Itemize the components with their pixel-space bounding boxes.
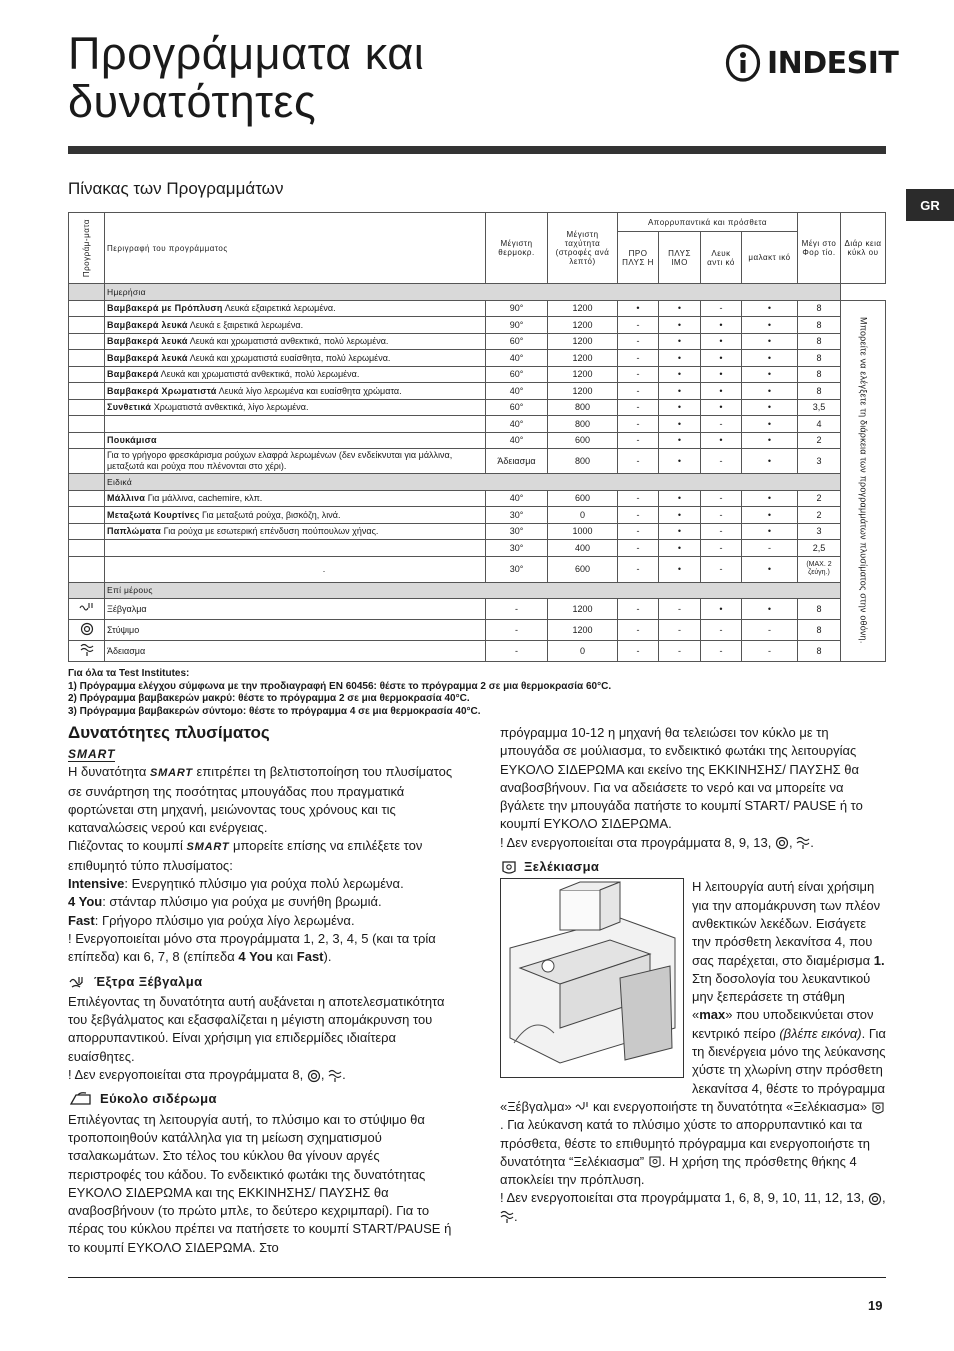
wash-mark: - xyxy=(659,641,701,662)
program-number xyxy=(69,490,105,507)
softener-mark: • xyxy=(742,333,798,350)
max-speed: 800 xyxy=(548,399,618,416)
bleach-mark: - xyxy=(701,523,742,540)
program-table xyxy=(68,212,886,662)
footer-rule xyxy=(68,1277,886,1278)
program-description: Μάλλινα Για μάλλινα, cachemire, κλπ. xyxy=(105,490,486,507)
program-description xyxy=(105,540,486,557)
program-number xyxy=(69,507,105,524)
col-max-load: Μέγι στο Φορ τίο. xyxy=(798,213,841,284)
softener-mark: • xyxy=(742,523,798,540)
max-load: 8 xyxy=(798,641,841,662)
page-number: 19 xyxy=(868,1298,883,1313)
wash-mark: • xyxy=(659,350,701,367)
max-load: 8 xyxy=(798,383,841,400)
max-speed: 0 xyxy=(548,641,618,662)
prewash-mark: - xyxy=(618,449,659,474)
max-speed: 400 xyxy=(548,540,618,557)
col-description: Περιγραφή του προγράμματος xyxy=(105,213,486,284)
header-rule xyxy=(68,146,886,154)
max-temp: Άδειασμα xyxy=(486,449,548,474)
language-tab[interactable]: GR xyxy=(906,189,954,221)
col-max-temp: Μέγιστη θερμοκρ. xyxy=(486,213,548,284)
option-intensive: Intensive: Ενεργητικό πλύσιμο για ρούχα πολύ λερωμένα. xyxy=(68,876,404,892)
bleach-mark: • xyxy=(701,350,742,367)
max-speed: 1200 xyxy=(548,333,618,350)
wash-mark: • xyxy=(659,333,701,350)
col-wash: ΠΛΥΣ ΙΜΟ xyxy=(659,232,701,284)
program-number xyxy=(69,399,105,416)
program-number xyxy=(69,540,105,557)
program-description: Άδειασμα xyxy=(105,641,486,662)
prewash-mark: - xyxy=(618,317,659,334)
program-number xyxy=(69,523,105,540)
prewash-mark: - xyxy=(618,523,659,540)
max-load: 2,5 xyxy=(798,540,841,557)
max-speed: 600 xyxy=(548,556,618,582)
max-temp: 40° xyxy=(486,383,548,400)
softener-mark: • xyxy=(742,366,798,383)
max-temp: 60° xyxy=(486,366,548,383)
section-label: Επί μέρους xyxy=(105,582,841,599)
program-number xyxy=(69,366,105,383)
prewash-mark: - xyxy=(618,333,659,350)
prewash-mark: - xyxy=(618,383,659,400)
max-temp: 40° xyxy=(486,490,548,507)
easy-iron-heading: Εύκολο σιδέρωμα xyxy=(68,1090,456,1108)
brand-logo xyxy=(725,44,898,82)
col-program: Προγράμ-ματα xyxy=(69,213,105,284)
section-spacer xyxy=(69,474,105,491)
max-speed: 1200 xyxy=(548,350,618,367)
softener-mark: • xyxy=(742,599,798,620)
drain-icon xyxy=(500,1210,514,1224)
max-temp: 30° xyxy=(486,540,548,557)
col-duration: Διάρ κεια κύκλ ου xyxy=(841,213,886,284)
bleach-mark: - xyxy=(701,449,742,474)
softener-mark: - xyxy=(742,620,798,641)
program-row[interactable] xyxy=(69,350,886,367)
bleach-mark: - xyxy=(701,620,742,641)
bleach-mark: - xyxy=(701,490,742,507)
max-temp: 30° xyxy=(486,556,548,582)
program-number xyxy=(69,641,105,662)
program-description: Για το γρήγορο φρεσκάρισμα ρούχων ελαφρά λερωμένων (δεν ενδείκνυται για μάλλινα, μεταξωτά και ρούχα που πλένονται στο χέρι). xyxy=(105,449,486,474)
softener-mark: • xyxy=(742,399,798,416)
prewash-mark: - xyxy=(618,540,659,557)
indesit-logo-icon xyxy=(725,44,761,82)
softener-mark: • xyxy=(742,350,798,367)
wash-mark: • xyxy=(659,383,701,400)
section-row xyxy=(69,582,886,599)
max-load: (MAX. 2 ζεύγη.) xyxy=(798,556,841,582)
stain-removal-icon xyxy=(500,859,518,875)
program-number xyxy=(69,432,105,449)
note-line: 1) Πρόγραμμα ελέγχου σύμφωνα με την προδιαγραφή EN 60456: θέστε το πρόγραμμα 2 σε μια θερμοκρασία 60°C. xyxy=(68,680,612,692)
prewash-mark: - xyxy=(618,350,659,367)
program-description: Συνθετικά Χρωματιστά ανθεκτικά, λίγο λερωμένα. xyxy=(105,399,486,416)
max-load: 4 xyxy=(798,416,841,433)
max-load: 8 xyxy=(798,599,841,620)
max-temp: 60° xyxy=(486,333,548,350)
prewash-mark: - xyxy=(618,366,659,383)
test-institutes-notes xyxy=(68,668,611,718)
spin-icon xyxy=(80,622,94,636)
note-line: 3) Πρόγραμμα βαμβακερών σύντομο: θέστε το πρόγραμμα 4 σε μια θερμοκρασία 40°C. xyxy=(68,705,481,717)
bleach-mark: • xyxy=(701,599,742,620)
drain-icon xyxy=(796,836,810,850)
max-load: 8 xyxy=(798,350,841,367)
program-description: Βαμβακερά λευκά Λευκά ε ξαιρετικά λερωμένα. xyxy=(105,317,486,334)
detergent-drawer-illustration xyxy=(500,878,684,1078)
program-description xyxy=(105,416,486,433)
bleach-mark: - xyxy=(701,416,742,433)
program-row[interactable] xyxy=(69,366,886,383)
program-description: . xyxy=(105,556,486,582)
drain-icon xyxy=(80,643,94,657)
softener-mark: • xyxy=(742,383,798,400)
softener-mark: • xyxy=(742,507,798,524)
program-row[interactable] xyxy=(69,599,886,620)
prewash-mark: - xyxy=(618,416,659,433)
program-number xyxy=(69,350,105,367)
page-title: Προγράμματα και δυνατότητες xyxy=(68,28,425,127)
program-row[interactable] xyxy=(69,507,886,524)
iron-icon xyxy=(68,1091,94,1107)
bleach-mark: • xyxy=(701,333,742,350)
program-description: Παπλώματα Για ρούχα με εσωτερική επένδυση πούπουλων χήνας. xyxy=(105,523,486,540)
max-temp: 90° xyxy=(486,300,548,317)
max-speed: 0 xyxy=(548,507,618,524)
max-load: 3 xyxy=(798,449,841,474)
easy-iron-warning: ! Δεν ενεργοποιείται στα προγράμματα 8, 9, 13, , . xyxy=(500,834,814,850)
bleach-mark: - xyxy=(701,540,742,557)
max-speed: 1200 xyxy=(548,620,618,641)
program-description: Πουκάμισα xyxy=(105,432,486,449)
option-fast: Fast: Γρήγορο πλύσιμο για ρούχα λίγο λερωμένα. xyxy=(68,912,355,928)
program-row[interactable] xyxy=(69,300,886,317)
prewash-mark: - xyxy=(618,620,659,641)
max-speed: 1200 xyxy=(548,366,618,383)
program-row[interactable] xyxy=(69,449,886,474)
stain-removal-icon xyxy=(648,1155,662,1169)
max-load: 2 xyxy=(798,490,841,507)
prewash-mark: - xyxy=(618,432,659,449)
program-number xyxy=(69,383,105,400)
softener-mark: • xyxy=(742,490,798,507)
bleach-mark: • xyxy=(701,366,742,383)
wash-mark: • xyxy=(659,366,701,383)
softener-mark: • xyxy=(742,416,798,433)
program-number xyxy=(69,300,105,317)
col-bleach: Λευκ αντι κό xyxy=(701,232,742,284)
program-row[interactable] xyxy=(69,540,886,557)
extra-rinse-heading: Έξτρα Ξέβγαλμα xyxy=(68,973,456,991)
max-speed: 1200 xyxy=(548,300,618,317)
wash-mark: - xyxy=(659,620,701,641)
section-label: Ειδικά xyxy=(105,474,841,491)
program-number xyxy=(69,317,105,334)
max-speed: 1200 xyxy=(548,599,618,620)
program-number xyxy=(69,449,105,474)
max-load: 8 xyxy=(798,366,841,383)
col-max-speed: Μέγιστη ταχύτητα (στροφές ανά λεπτό) xyxy=(548,213,618,284)
max-temp: 60° xyxy=(486,399,548,416)
max-load: 8 xyxy=(798,620,841,641)
extra-rinse-body: Επιλέγοντας τη δυνατότητα αυτή αυξάνεται η αποτελεσματικότητα του ξεβγάλματος και εξασφαλίζεται η μέγιστη απομάκρυνση του απορρυπαντικού. Είναι χρήσιμη για επιδερμίδες ιδιαίτερα ευαίσθητες. xyxy=(68,993,445,1064)
extra-rinse-icon xyxy=(68,975,88,989)
section-spacer xyxy=(69,284,105,301)
bleach-mark: • xyxy=(701,399,742,416)
wash-mark: • xyxy=(659,507,701,524)
bleach-mark: - xyxy=(701,507,742,524)
wash-mark: • xyxy=(659,490,701,507)
col-detergents: Απορρυπαντικά και πρόσθετα xyxy=(618,213,798,232)
wash-mark: • xyxy=(659,317,701,334)
wash-mark: • xyxy=(659,399,701,416)
wash-mark: • xyxy=(659,432,701,449)
max-load: 2 xyxy=(798,507,841,524)
program-row[interactable] xyxy=(69,432,886,449)
spin-icon xyxy=(868,1192,882,1206)
max-load: 8 xyxy=(798,333,841,350)
program-row[interactable] xyxy=(69,399,886,416)
max-temp: 30° xyxy=(486,507,548,524)
softener-mark: • xyxy=(742,300,798,317)
prewash-mark: - xyxy=(618,507,659,524)
easy-iron-body: Επιλέγοντας τη λειτουργία αυτή, το πλύσιμο και το στύψιμο θα τροποποιηθούν κατάλληλα για τη μείωση σχηματισμού τσαλακωμάτων. Στο τέλος του κύκλου θα γίνουν αργές περιστροφές του κάδου. Το ενδεικτικό φωτάκι της δυνατότητας ΕΥΚΟΛΟ ΣΙΔΕΡΩΜΑ και της ΕΚΚΙΝΗΣΗΣ/ ΠΑΥΣΗΣ θα αναβοσβήνουν (το πρώτο μπλε, το δεύτερο κεχριμπαρί). Για το πέρας του κύκλου πρέπει να πατήσετε το κουμπί START/PAUSE ή το κουμπί ΕΥΚΟΛΟ ΣΙΔΕΡΩΜΑ. Στο xyxy=(68,1111,452,1255)
bleach-mark: • xyxy=(701,383,742,400)
option-4you: 4 You: στάνταρ πλύσιμο για ρούχα με συνήθη βρωμιά. xyxy=(68,894,382,910)
softener-mark: • xyxy=(742,449,798,474)
col-prewash: ΠΡΟ ΠΛΥΣ Η xyxy=(618,232,659,284)
wash-options-heading: Δυνατότητες πλυσίματος xyxy=(68,723,270,742)
program-description: Στύψιμο xyxy=(105,620,486,641)
program-description: Βαμβακερά λευκά Λευκά και χρωματιστά ευαίσθητα, πολύ λερωμένα. xyxy=(105,350,486,367)
right-column xyxy=(500,724,888,1226)
max-temp: 40° xyxy=(486,432,548,449)
program-row[interactable] xyxy=(69,416,886,433)
bleach-mark: - xyxy=(701,641,742,662)
max-temp: - xyxy=(486,620,548,641)
max-temp: - xyxy=(486,599,548,620)
extra-rinse-warning: ! Δεν ενεργοποιείται στα προγράμματα 8, , . xyxy=(68,1067,346,1083)
wash-mark: • xyxy=(659,416,701,433)
stain-removal-icon xyxy=(871,1101,885,1115)
rinse-icon xyxy=(79,602,95,615)
max-load: 3 xyxy=(798,523,841,540)
max-temp: 90° xyxy=(486,317,548,334)
drain-icon xyxy=(328,1069,342,1083)
program-number xyxy=(69,556,105,582)
spin-icon xyxy=(307,1069,321,1083)
max-temp: 40° xyxy=(486,350,548,367)
smart-warning: ! Ενεργοποιείται μόνο στα προγράμματα 1, 2, 3, 4, 5 (και τα τρία επίπεδα) και 6, 7, 8 (επίπεδα 4 You και Fast). xyxy=(68,930,436,965)
wash-mark: • xyxy=(659,540,701,557)
left-column xyxy=(68,722,456,1257)
section-spacer xyxy=(69,582,105,599)
prewash-mark: - xyxy=(618,490,659,507)
bleach-mark: • xyxy=(701,432,742,449)
program-row[interactable] xyxy=(69,490,886,507)
smart-label: SMART xyxy=(68,747,116,761)
max-speed: 800 xyxy=(548,449,618,474)
softener-mark: - xyxy=(742,540,798,557)
program-number xyxy=(69,416,105,433)
max-speed: 600 xyxy=(548,490,618,507)
max-speed: 800 xyxy=(548,416,618,433)
note-line: Για όλα τα Test Institutes: xyxy=(68,668,190,679)
program-row[interactable] xyxy=(69,641,886,662)
section-row xyxy=(69,474,886,491)
col-softener: μαλακτ ικό xyxy=(742,232,798,284)
max-load: 8 xyxy=(798,317,841,334)
program-row[interactable] xyxy=(69,620,886,641)
note-line: 2) Πρόγραμμα βαμβακερών μακρύ: θέστε το πρόγραμμα 2 σε μια θερμοκρασία 40°C. xyxy=(68,693,470,704)
program-row[interactable] xyxy=(69,317,886,334)
stain-removal-warning: ! Δεν ενεργοποιείται στα προγράμματα 1, 6, 8, 9, 10, 11, 12, 13, , . xyxy=(500,1190,886,1224)
bleach-mark: - xyxy=(701,300,742,317)
program-number xyxy=(69,599,105,620)
rinse-icon xyxy=(575,1101,589,1114)
program-row[interactable] xyxy=(69,556,886,582)
section-label: Ημερήσια xyxy=(105,284,841,301)
duration-note: Μπορείτε να ελέγξετε τη διάρκεια των προγραμμάτων πλυσίματος στην οθόνη. xyxy=(841,300,886,662)
smart-paragraph: Η δυνατότητα SMART επιτρέπει τη βελτιστοποίηση του πλυσίματος σε συνάρτηση της ποσότητας μπουγάδας που πραγματικά φορτώνεται στη μηχανή, μειώνοντας τους χρόνους και τις καταναλώσεις νερού και ενέργειας. xyxy=(68,764,453,836)
wash-mark: • xyxy=(659,300,701,317)
smart-button-paragraph: Πιέζοντας το κουμπί SMART μπορείτε επίσης να επιλέξετε τον επιθυμητό τύπο πλυσίματος: xyxy=(68,838,423,873)
max-speed: 1000 xyxy=(548,523,618,540)
program-row[interactable] xyxy=(69,333,886,350)
wash-mark: • xyxy=(659,523,701,540)
easy-iron-continued: πρόγραμμα 10-12 η μηχανή θα τελειώσει τον κύκλο με τη μπουγάδα σε μούλιασμα, το ενδεικτικό φωτάκι της λειτουργίας ΕΥΚΟΛΟ ΣΙΔΕΡΩΜΑ και εκείνο της ΕΚΚΙΝΗΣΗΣ/ ΠΑΥΣΗΣ θα αναβοσβήνουν. Για να αδειάσετε το νερό και να μπορείτε να βγάλετε την μπουγάδα πατήστε το κουμπί START/ PAUSE ή το κουμπί ΕΥΚΟΛΟ ΣΙΔΕΡΩΜΑ. xyxy=(500,725,863,832)
program-row[interactable] xyxy=(69,523,886,540)
program-number xyxy=(69,333,105,350)
prewash-mark: - xyxy=(618,399,659,416)
max-load: 3,5 xyxy=(798,399,841,416)
bleach-mark: • xyxy=(701,317,742,334)
program-description: Μεταξωτά Κουρτίνες Για μεταξωτά ρούχα, βισκόζη, λινά. xyxy=(105,507,486,524)
stain-removal-body: Η λειτουργία αυτή είναι χρήσιμη για την απομάκρυνση των πλέον ανθεκτικών λεκέδων. Εισάγετε την πρόσθετη λεκανίτσα 4, που σας παρέχεται, στο διαμέρισμα 1. Στη δοσολογία του λευκαντικού μην ξεπεράσετε τη στάθμη «max» που υποδεικνύεται στον κεντρικό πείρο (βλέπε εικόνα). Για τη διενέργεια μόνο της λεύκανσης χύστε τη χλωρίνη στην πρόσθετη λεκανίτσα 4, θέστε το πρόγραμμα «Ξέβγαλμα» και ενεργοποιήστε τη δυνατότητα «Ξελέκιασμα» . Για λεύκανση κατά το πλύσιμο χύστε το απορρυπαντικό και τα πρόσθετα, θέστε το επιθυμητό πρόγραμμα και ενεργοποιήστε τη δυνατότητα “Ξελέκιασμα” . Η χρήση της πρόσθετης θήκης 4 αποκλείει την πρόπλυση. xyxy=(500,879,886,1188)
prewash-mark: • xyxy=(618,300,659,317)
brand-name: INDESIT xyxy=(767,45,899,81)
prewash-mark: - xyxy=(618,556,659,582)
softener-mark: - xyxy=(742,641,798,662)
program-number xyxy=(69,620,105,641)
section-row xyxy=(69,284,886,301)
program-description: Βαμβακερά λευκά Λευκά και χρωματιστά ανθεκτικά, πολύ λερωμένα. xyxy=(105,333,486,350)
program-description: Βαμβακερά Λευκά και χρωματιστά ανθεκτικά, πολύ λερωμένα. xyxy=(105,366,486,383)
program-row[interactable] xyxy=(69,383,886,400)
softener-mark: • xyxy=(742,317,798,334)
wash-mark: • xyxy=(659,449,701,474)
max-load: 8 xyxy=(798,300,841,317)
spin-icon xyxy=(775,836,789,850)
stain-removal-heading: Ξελέκιασμα xyxy=(500,858,888,876)
program-description: Ξέβγαλμα xyxy=(105,599,486,620)
table-title: Πίνακας των Προγραμμάτων xyxy=(68,179,284,198)
max-temp: 40° xyxy=(486,416,548,433)
max-temp: 30° xyxy=(486,523,548,540)
program-description: Βαμβακερά Χρωματιστά Λευκά λίγο λερωμένα και ευαίσθητα χρώματα. xyxy=(105,383,486,400)
softener-mark: • xyxy=(742,556,798,582)
prewash-mark: - xyxy=(618,599,659,620)
max-speed: 600 xyxy=(548,432,618,449)
max-temp: - xyxy=(486,641,548,662)
max-speed: 1200 xyxy=(548,317,618,334)
wash-mark: - xyxy=(659,599,701,620)
softener-mark: • xyxy=(742,432,798,449)
program-description: Βαμβακερά με Πρόπλυση Λευκά εξαιρετικά λερωμένα. xyxy=(105,300,486,317)
prewash-mark: - xyxy=(618,641,659,662)
bleach-mark: - xyxy=(701,556,742,582)
max-speed: 1200 xyxy=(548,383,618,400)
wash-mark: • xyxy=(659,556,701,582)
max-load: 2 xyxy=(798,432,841,449)
